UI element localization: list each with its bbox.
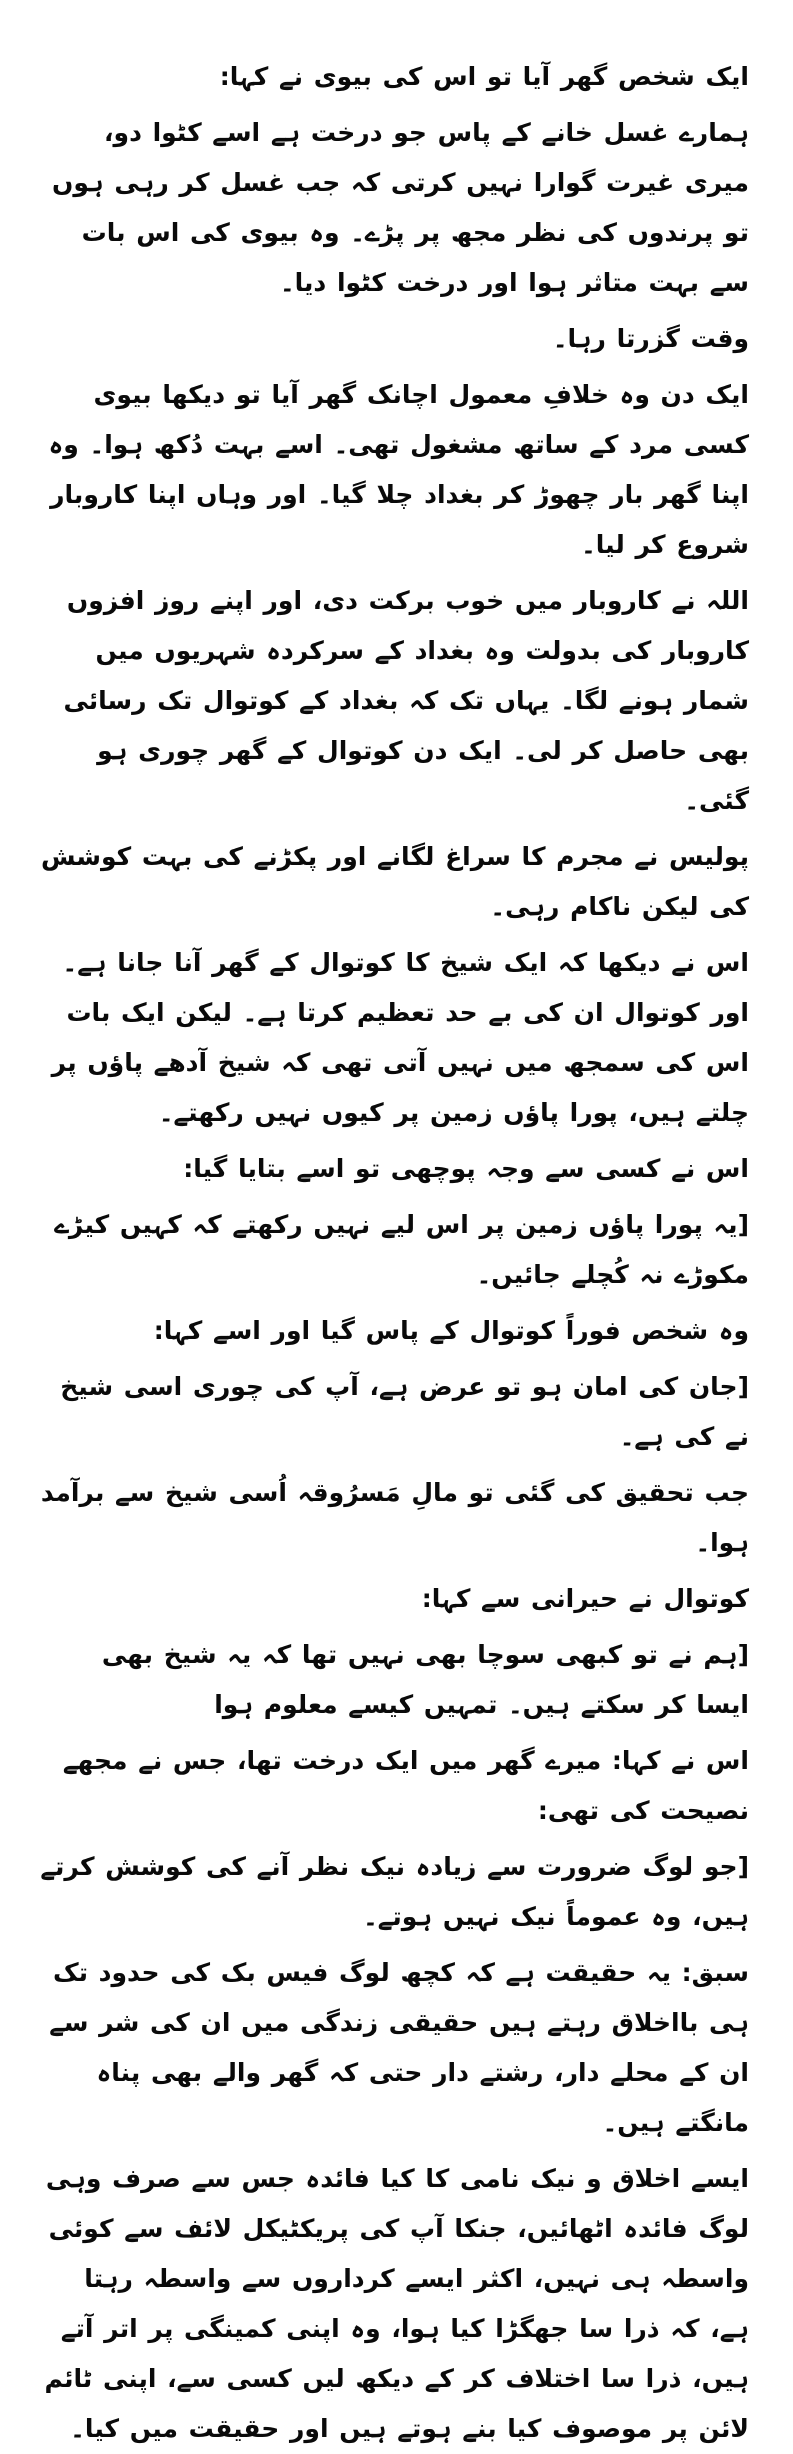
paragraph-4: ایک دن وہ خلافِ معمول اچانک گھر آیا تو دیکھا بیوی کسی مرد کے ساتھ مشغول تھی۔ اسے بہت دُکھ ہوا۔ وہ اپنا گھر بار چھوڑ کر بغداد چلا گیا۔ اور وہاں اپنا کاروبار شروع کر لیا۔: [48, 380, 749, 559]
paragraph-15: اس نے کہا: میرے گھر میں ایک درخت تھا، جس نے مجھے نصیحت کی تھی:: [62, 1746, 749, 1825]
paragraph-2: ہمارے غسل خانے کے پاس جو درخت ہے اسے کٹوا دو، میری غیرت گوارا نہیں کرتی کہ جب غسل کر رہی ہوں تو پرندوں کی نظر مجھ پر پڑے۔ وہ بیوی کی اس بات سے بہت متاثر ہوا اور درخت کٹوا دیا۔: [52, 118, 749, 297]
paragraph-10: وہ شخص فوراً کوتوال کے پاس گیا اور اسے کہا:: [153, 1316, 749, 1345]
paragraph-3: وقت گزرتا رہا۔: [552, 324, 749, 353]
paragraph-7: اس نے دیکھا کہ ایک شیخ کا کوتوال کے گھر آنا جانا ہے۔ اور کوتوال ان کی بے حد تعظیم کرتا ہے۔ لیکن ایک بات اس کی سمجھ میں نہیں آتی تھی کہ شیخ آدھے پاؤں پر چلتے ہیں، پورا پاؤں زمین پر کیوں نہیں رکھتے۔: [51, 948, 749, 1127]
paragraph-6: پولیس نے مجرم کا سراغ لگانے اور پکڑنے کی بہت کوشش کی لیکن ناکام رہی۔: [41, 842, 749, 921]
paragraph-12: جب تحقیق کی گئی تو مالِ مَسرُوقہ اُسی شیخ سے برآمد ہوا۔: [40, 1478, 749, 1557]
paragraph-18: ایسے اخلاق و نیک نامی کا کیا فائدہ جس سے صرف وہی لوگ فائدہ اٹھائیں، جنکا آپ کی پریکٹیکل لائف سے کوئی واسطہ ہی نہیں، اکثر ایسے کرداروں سے واسطہ رہتا ہے، کہ ذرا سا جھگڑا کیا ہوا، وہ اپنی کمینگی پر اتر آتے ہیں، ذرا سا اختلاف کر کے دیکھ لیں کسی سے، اپنی ٹائم لائن پر موصوف کیا بنے ہوتے ہیں اور حقیقت میں کیا۔: [44, 2164, 749, 2443]
paragraph-9: [یہ پورا پاؤں زمین پر اس لیے نہیں رکھتے کہ کہیں کیڑے مکوڑے نہ کُچلے جائیں۔: [54, 1210, 749, 1289]
paragraph-17: سبق: یہ حقیقت ہے کہ کچھ لوگ فیس بک کی حدود تک ہی بااخلاق رہتے ہیں حقیقی زندگی میں ان کی شر سے ان کے محلے دار، رشتے دار حتی کہ گھر والے بھی پناہ مانگتے ہیں۔: [49, 1958, 749, 2137]
paragraph-11: [جان کی امان ہو تو عرض ہے، آپ کی چوری اسی شیخ نے کی ہے۔: [60, 1372, 749, 1451]
paragraph-8: اس نے کسی سے وجہ پوچھی تو اسے بتایا گیا:: [183, 1154, 749, 1183]
paragraph-14: [ہم نے تو کبھی سوچا بھی نہیں تھا کہ یہ شیخ بھی ایسا کر سکتے ہیں۔ تمہیں کیسے معلوم ہوا: [101, 1640, 749, 1719]
paragraph-1: ایک شخص گھر آیا تو اس کی بیوی نے کہا:: [219, 62, 749, 91]
paragraph-16: [جو لوگ ضرورت سے زیادہ نیک نظر آنے کی کوشش کرتے ہیں، وہ عموماً نیک نہیں ہوتے۔: [40, 1852, 749, 1931]
paragraph-13: کوتوال نے حیرانی سے کہا:: [421, 1584, 749, 1613]
paragraph-5: اللہ نے کاروبار میں خوب برکت دی، اور اپنے روز افزوں کاروبار کی بدولت وہ بغداد کے سرکردہ شہریوں میں شمار ہونے لگا۔ یہاں تک کہ بغداد کے کوتوال تک رسائی بھی حاصل کر لی۔ ایک دن کوتوال کے گھر چوری ہو گئی۔: [63, 586, 749, 815]
